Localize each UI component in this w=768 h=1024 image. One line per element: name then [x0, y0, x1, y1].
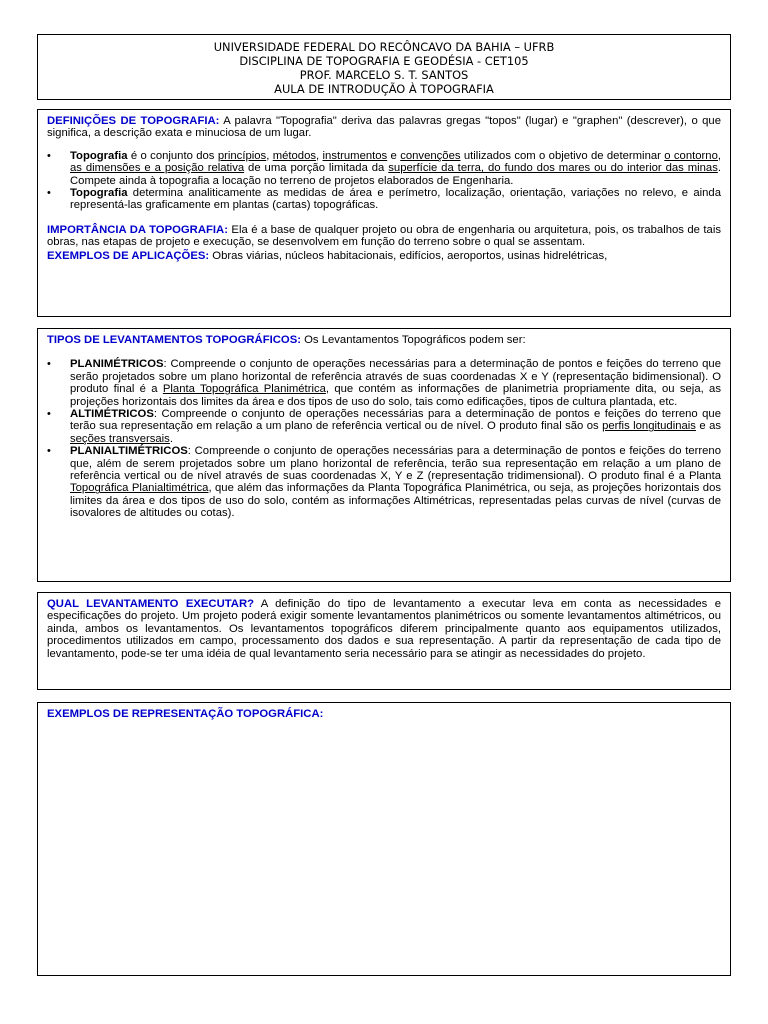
aplicacoes-paragraph	[47, 250, 721, 262]
definicoes-text: A palavra "Topografia" deriva das palavras gregas "topos" (lugar) e "graphen" (descrever), o que significa, a descrição exata e minuciosa de um lugar.	[47, 115, 721, 140]
underlined-text: métodos	[272, 149, 317, 162]
term: PLANIALTIMÉTRICOS	[70, 445, 188, 458]
section-tipos-levantamentos	[37, 328, 731, 582]
qual-heading: QUAL LEVANTAMENTO EXECUTAR?	[47, 598, 255, 610]
tipos-intro: Os Levantamentos Topográficos podem ser:	[301, 334, 526, 346]
bullet-icon: •	[47, 149, 51, 162]
term: PLANIMÉTRICOS	[70, 358, 164, 371]
tipos-list	[47, 358, 721, 519]
document-header	[37, 34, 731, 100]
text: utilizados com o objetivo de determinar	[460, 149, 665, 162]
underlined-text: superfície da terra, do fundo dos mares ou do interior das minas	[388, 162, 718, 175]
header-university: UNIVERSIDADE FEDERAL DO RECÔNCAVO DA BAHIA – UFRB	[213, 40, 555, 54]
list-item	[47, 187, 721, 212]
list-item	[47, 358, 721, 408]
term: Topografia	[70, 187, 128, 200]
definicoes-paragraph	[47, 115, 721, 140]
section-definicoes	[37, 109, 731, 317]
term: Topografia	[70, 149, 128, 162]
tipos-paragraph	[47, 334, 721, 346]
text: determina analiticamente as medidas de área e perímetro, localização, orientação, variações no relevo, e ainda representá-las graficamente em plantas (cartas) topográficas.	[70, 187, 721, 212]
underlined-text: perfis longitudinais	[602, 420, 696, 433]
list-item	[47, 150, 721, 187]
bullet-icon: •	[47, 358, 51, 371]
importancia-text: Ela é a base de qualquer projeto ou obra de engenharia ou arquitetura, pois, os trabalhos de tais obras, nas etapas de projeto e execução, se desenvolvem em função do terreno sobre o qual se assentam.	[47, 223, 721, 249]
text: de uma porção limitada da	[244, 162, 389, 175]
list-item	[47, 408, 721, 445]
header-professor: PROF. MARCELO S. T. SANTOS	[299, 68, 469, 82]
text: . Compete ainda à topografia a locação no terreno de projetos elaborados de Engenharia.	[70, 162, 721, 187]
bullet-icon: •	[47, 445, 51, 458]
underlined-text: Topográfica Planialtimétrica	[70, 482, 209, 495]
underlined-text: seções transversais	[70, 432, 170, 445]
underlined-text: convenções	[400, 149, 461, 162]
text: e	[387, 149, 401, 162]
importancia-heading: IMPORTÂNCIA DA TOPOGRAFIA:	[47, 223, 228, 236]
section-representacao	[37, 702, 731, 976]
header-lecture-title: AULA DE INTRODUÇÃO À TOPOGRAFIA	[274, 82, 494, 96]
underlined-text: princípios	[217, 149, 267, 162]
list-item	[47, 445, 721, 519]
text: : Compreende o conjunto de operações necessárias para a determinação de pontos e feições do terreno que serão projetados sobre um plano horizontal de referência através de suas coordenadas X e Y (representação bidimensional). O produto final é a	[70, 358, 721, 396]
bullet-icon: •	[47, 187, 51, 200]
text: : Compreende o conjunto de operações necessárias para a determinação de pontos e feições do terreno que, além de serem projetados sobre um plano horizontal de referência, terão sua representação em relação a um plano de referência vertical ou de nível através de suas coordenadas X, Y e Z (representação tridimensional). O produto final é a Planta	[70, 445, 721, 483]
qual-paragraph	[47, 598, 721, 660]
representacao-heading: EXEMPLOS DE REPRESENTAÇÃO TOPOGRÁFICA:	[47, 708, 324, 720]
importancia-paragraph	[47, 224, 721, 249]
text: ,	[266, 149, 273, 162]
text: ,	[316, 149, 323, 162]
text: e as	[695, 420, 721, 433]
text: : Compreende o conjunto de operações necessárias para a determinação de pontos e feições do terreno que terão sua representação em relação a um plano de referência vertical ou de nível. O produto final são os	[70, 408, 721, 433]
representacao-paragraph	[47, 708, 721, 720]
underlined-text: instrumentos	[322, 149, 388, 162]
text: .	[169, 432, 173, 445]
definicoes-list	[47, 150, 721, 212]
tipos-heading: TIPOS DE LEVANTAMENTOS TOPOGRÁFICOS:	[47, 334, 301, 346]
qual-text: A definição do tipo de levantamento a executar leva em conta as necessidades e especificações do projeto. Um projeto poderá exigir somente levantamentos planimétricos ou somente levantamentos altimétricos, ou ainda, ambos os levantamentos. Os levantamentos topográficos diferem principalmente quanto aos equipamentos utilizados, procedimentos utilizados em campo, processamento dos dados e sua representação. A partir da representação de cada tipo de levantamento, pode-se ter uma idéia de qual levantamento seria necessário para se atingir as necessidades do projeto.	[47, 598, 721, 660]
underlined-text: o contorno, as dimensões e a posição relativa	[70, 149, 722, 175]
bullet-icon: •	[47, 408, 51, 421]
definicoes-heading: DEFINIÇÕES DE TOPOGRAFIA:	[47, 115, 220, 127]
text: é o conjunto dos	[127, 149, 218, 162]
text: , que além das informações da Planta Topográfica Planimétrica, ou seja, as projeções horizontais dos limites da área e dos tipos de uso do solo, contém as informações Altimétricas, representadas pelas curvas de nível (curvas de isovalores de altitudes ou cotas).	[70, 482, 722, 520]
aplicacoes-heading: EXEMPLOS DE APLICAÇÕES:	[47, 249, 210, 262]
term: ALTIMÉTRICOS	[70, 408, 154, 421]
header-course: DISCIPLINA DE TOPOGRAFIA E GEODÉSIA - CET105	[239, 54, 529, 68]
text: , que contém as informações de planimetria propriamente dita, ou seja, as projeções horizontais dos limites da área e dos tipos de uso do solo, tais como edificações, tipos de cultura plantada, etc.	[70, 383, 721, 408]
aplicacoes-text: Obras viárias, núcleos habitacionais, edifícios, aeroportos, usinas hidrelétricas,	[209, 249, 608, 262]
section-qual-levantamento	[37, 592, 731, 690]
underlined-text: Planta Topográfica Planimétrica	[162, 383, 326, 396]
